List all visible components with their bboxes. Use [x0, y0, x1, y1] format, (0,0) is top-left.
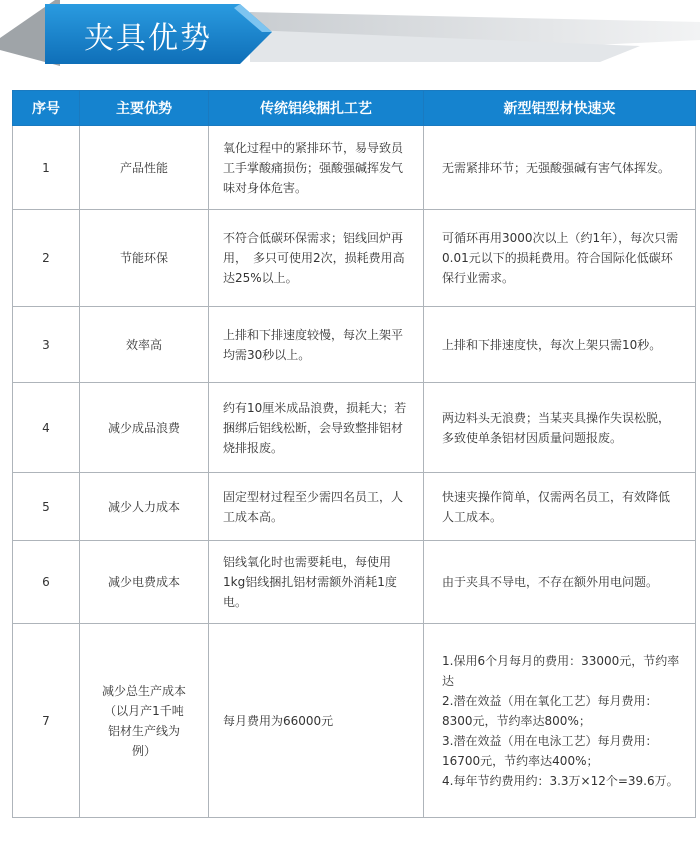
savings-item: 2.潜在效益（用在氧化工艺）每月费用：8300元，节约率达800%； — [442, 693, 658, 728]
table-row — [13, 210, 696, 307]
row-number: 4 — [13, 383, 80, 473]
table-row — [13, 126, 696, 210]
advantage-line: 铝材生产线为 — [107, 723, 180, 738]
savings-item: 1.保用6个月每月的费用：33000元，节约率达 — [442, 653, 680, 688]
col-header-advantage: 主要优势 — [80, 91, 209, 126]
row-advantage: 减少成品浪费 — [80, 383, 209, 473]
row-number: 3 — [13, 307, 80, 383]
row-new: 可循环再用3000次以上（约1年），每次只需0.01元以下的损耗费用。符合国际化低碳环保行业需求。 — [424, 210, 696, 307]
row-new — [424, 624, 696, 818]
comparison-table — [12, 90, 696, 818]
row-traditional: 约有10厘米成品浪费，损耗大；若捆绑后铝线松断，会导致整排铝材烧排报废。 — [209, 383, 424, 473]
row-number: 6 — [13, 541, 80, 624]
row-traditional: 不符合低碳环保需求；铝线回炉再用， 多只可使用2次，损耗费用高达25%以上。 — [209, 210, 424, 307]
advantage-line: 减少总生产成本 — [101, 683, 186, 698]
row-traditional: 氧化过程中的紧排环节，易导致员工手掌酸痛损伤；强酸强碱挥发气味对身体危害。 — [209, 126, 424, 210]
row-number: 7 — [13, 624, 80, 818]
row-new: 上排和下排速度快，每次上架只需10秒。 — [424, 307, 696, 383]
row-new: 快速夹操作简单，仅需两名员工，有效降低人工成本。 — [424, 473, 696, 541]
row-advantage: 效率高 — [80, 307, 209, 383]
col-header-traditional: 传统铝线捆扎工艺 — [209, 91, 424, 126]
row-new: 无需紧排环节；无强酸强碱有害气体挥发。 — [424, 126, 696, 210]
row-advantage: 节能环保 — [80, 210, 209, 307]
row-advantage: 减少人力成本 — [80, 473, 209, 541]
row-advantage: 产品性能 — [80, 126, 209, 210]
col-header-no: 序号 — [13, 91, 80, 126]
col-header-new: 新型铝型材快速夹 — [424, 91, 696, 126]
table-row — [13, 473, 696, 541]
section-header — [0, 0, 700, 70]
row-advantage: 减少电费成本 — [80, 541, 209, 624]
table-header-row — [13, 91, 696, 126]
savings-item: 3.潜在效益（用在电泳工艺）每月费用：16700元，节约率达400%； — [442, 733, 658, 768]
row-advantage — [80, 624, 209, 818]
row-traditional: 每月费用为66000元 — [209, 624, 424, 818]
advantage-line: （以月产1千吨 — [104, 703, 184, 718]
page-title: 夹具优势 — [84, 21, 212, 56]
advantage-line: 例） — [131, 743, 156, 758]
row-traditional: 铝线氧化时也需要耗电，每使用1kg铝线捆扎铝材需额外消耗1度电。 — [209, 541, 424, 624]
row-number: 1 — [13, 126, 80, 210]
table-row — [13, 383, 696, 473]
table-row — [13, 307, 696, 383]
row-number: 5 — [13, 473, 80, 541]
savings-item: 4.每年节约费用约：3.3万×12个=39.6万。 — [442, 773, 679, 788]
row-number: 2 — [13, 210, 80, 307]
row-traditional: 上排和下排速度较慢，每次上架平均需30秒以上。 — [209, 307, 424, 383]
table-row — [13, 541, 696, 624]
row-new: 两边料头无浪费；当某夹具操作失误松脱， 多致使单条铝材因质量问题报废。 — [424, 383, 696, 473]
row-traditional: 固定型材过程至少需四名员工，人工成本高。 — [209, 473, 424, 541]
table-row — [13, 624, 696, 818]
row-new: 由于夹具不导电，不存在额外用电问题。 — [424, 541, 696, 624]
